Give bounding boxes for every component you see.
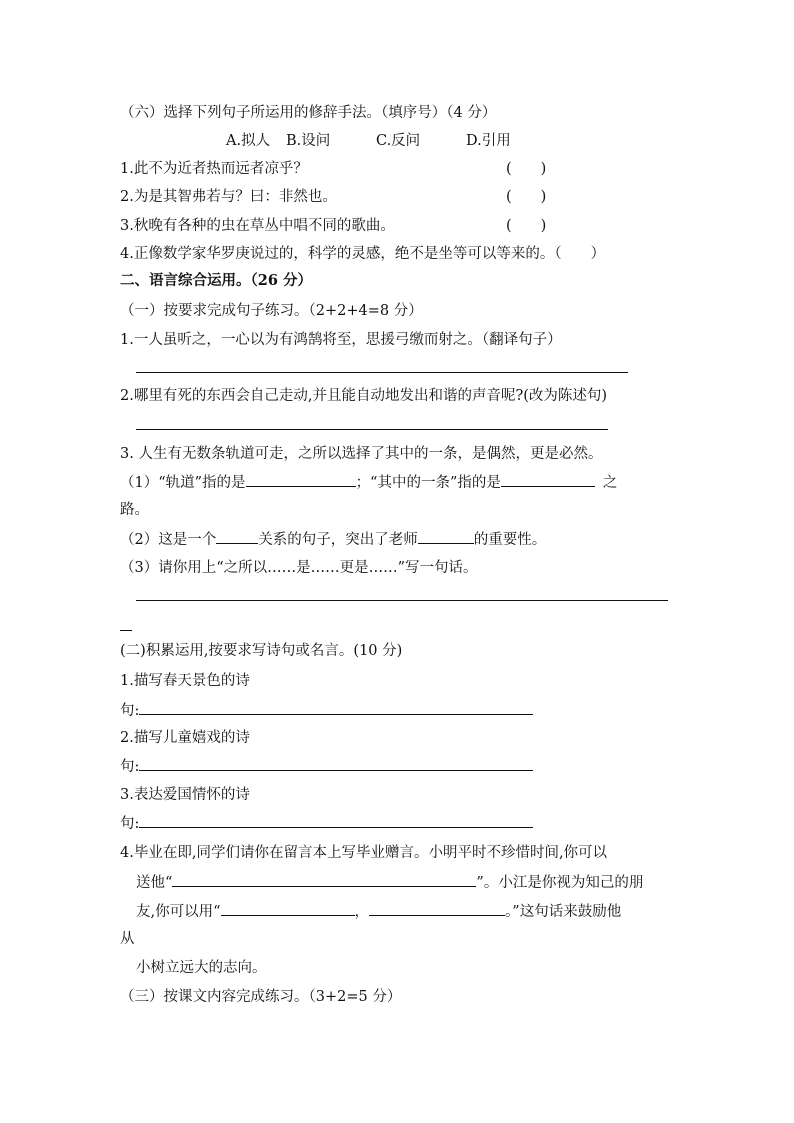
- s6-answer-2[interactable]: ( ): [506, 189, 547, 205]
- section6-header: （六）选择下列句子所运用的修辞手法。（填序号）（4 分）: [120, 105, 497, 121]
- sub1-q3-1-cont: 路。: [120, 502, 149, 518]
- option-b: B.设问: [286, 133, 331, 149]
- sub2-q4-line4: 从: [120, 931, 135, 947]
- q3-1-blank-a[interactable]: [246, 472, 356, 487]
- sub1-q3-3-answer-line[interactable]: [136, 600, 668, 601]
- s6-answer-3[interactable]: ( ): [506, 218, 547, 234]
- sub2-q2-blank[interactable]: [139, 756, 533, 771]
- sub2-header: (二)积累运用,按要求写诗句或名言。(10 分): [120, 643, 403, 659]
- sub1-q3-2: （2）这是一个 关系的句子，突出了老师 的重要性。: [120, 529, 546, 550]
- sub1-q3-3: （3）请你用上“之所以……是……更是……”写一句话。: [120, 560, 478, 576]
- sub1-q1: 1.一人虽听之，一心以为有鸿鹄将至，思援弓缴而射之。（翻译句子）: [120, 332, 562, 348]
- sub1-q2-answer-line[interactable]: [136, 429, 608, 430]
- sub2-q1-ju: 句:: [120, 700, 533, 721]
- sub2-q4-line5: 小树立远大的志向。: [136, 960, 267, 976]
- sub2-q4-line1: 4.毕业在即,同学们请你在留言本上写毕业赠言。小明平时不珍惜时间,你可以: [120, 845, 608, 861]
- sub2-q1: 1.描写春天景色的诗: [120, 673, 250, 689]
- sub1-q3-3-answer-line-cont[interactable]: [120, 630, 132, 631]
- q3-2-blank-a[interactable]: [216, 529, 258, 544]
- option-d: D.引用: [466, 133, 511, 149]
- sub2-q1-blank[interactable]: [139, 700, 533, 715]
- sub3-header: （三）按课文内容完成练习。（3+2=5 分）: [120, 989, 402, 1005]
- sub2-q3: 3.表达爱国情怀的诗: [120, 787, 250, 803]
- sub1-header: （一）按要求完成句子练习。（2+2+4=8 分）: [120, 303, 423, 319]
- sub2-q2-ju: 句:: [120, 756, 533, 777]
- s6-item-1: 1.此不为近者热而远者凉乎？: [120, 161, 308, 177]
- s6-item-4: 4.正像数学家华罗庚说过的，科学的灵感，绝不是坐等可以等来的。（ ）: [120, 246, 606, 262]
- sub2-q3-ju: 句:: [120, 813, 533, 834]
- s6-answer-1[interactable]: ( ): [506, 161, 547, 177]
- q3-1-blank-b[interactable]: [501, 472, 595, 487]
- sub1-q3-1: （1）“轨道”指的是 ；“其中的一条”指的是 之: [120, 472, 617, 493]
- option-c: C.反问: [376, 133, 421, 149]
- sub1-q1-answer-line[interactable]: [136, 372, 628, 373]
- q3-2-blank-b[interactable]: [418, 529, 474, 544]
- sub2-q4-line3: 友,你可以用“ ， 。”这句话来鼓励他: [136, 901, 621, 922]
- sub2-q4-blank-a[interactable]: [172, 872, 476, 887]
- sub2-q4-line2: 送他“ ”。小江是你视为知己的朋: [136, 872, 643, 893]
- s6-item-3: 3.秋晚有各种的虫在草丛中唱不同的歌曲。: [120, 218, 395, 234]
- sub2-q3-blank[interactable]: [139, 813, 533, 828]
- sub1-q2: 2.哪里有死的东西会自己走动,并且能自动地发出和谐的声音呢?(改为陈述句): [120, 388, 608, 404]
- s6-item-2: 2.为是其智弗若与？曰：非然也。: [120, 189, 337, 205]
- option-a: A.拟人: [226, 133, 271, 149]
- sub1-q3: 3. 人生有无数条轨道可走，之所以选择了其中的一条，是偶然，更是必然。: [120, 446, 603, 462]
- sub2-q4-blank-c[interactable]: [369, 901, 505, 916]
- sub2-q4-blank-b[interactable]: [221, 901, 355, 916]
- part2-header: 二、语言综合运用。（26 分）: [120, 272, 312, 289]
- sub2-q2: 2.描写儿童嬉戏的诗: [120, 730, 250, 746]
